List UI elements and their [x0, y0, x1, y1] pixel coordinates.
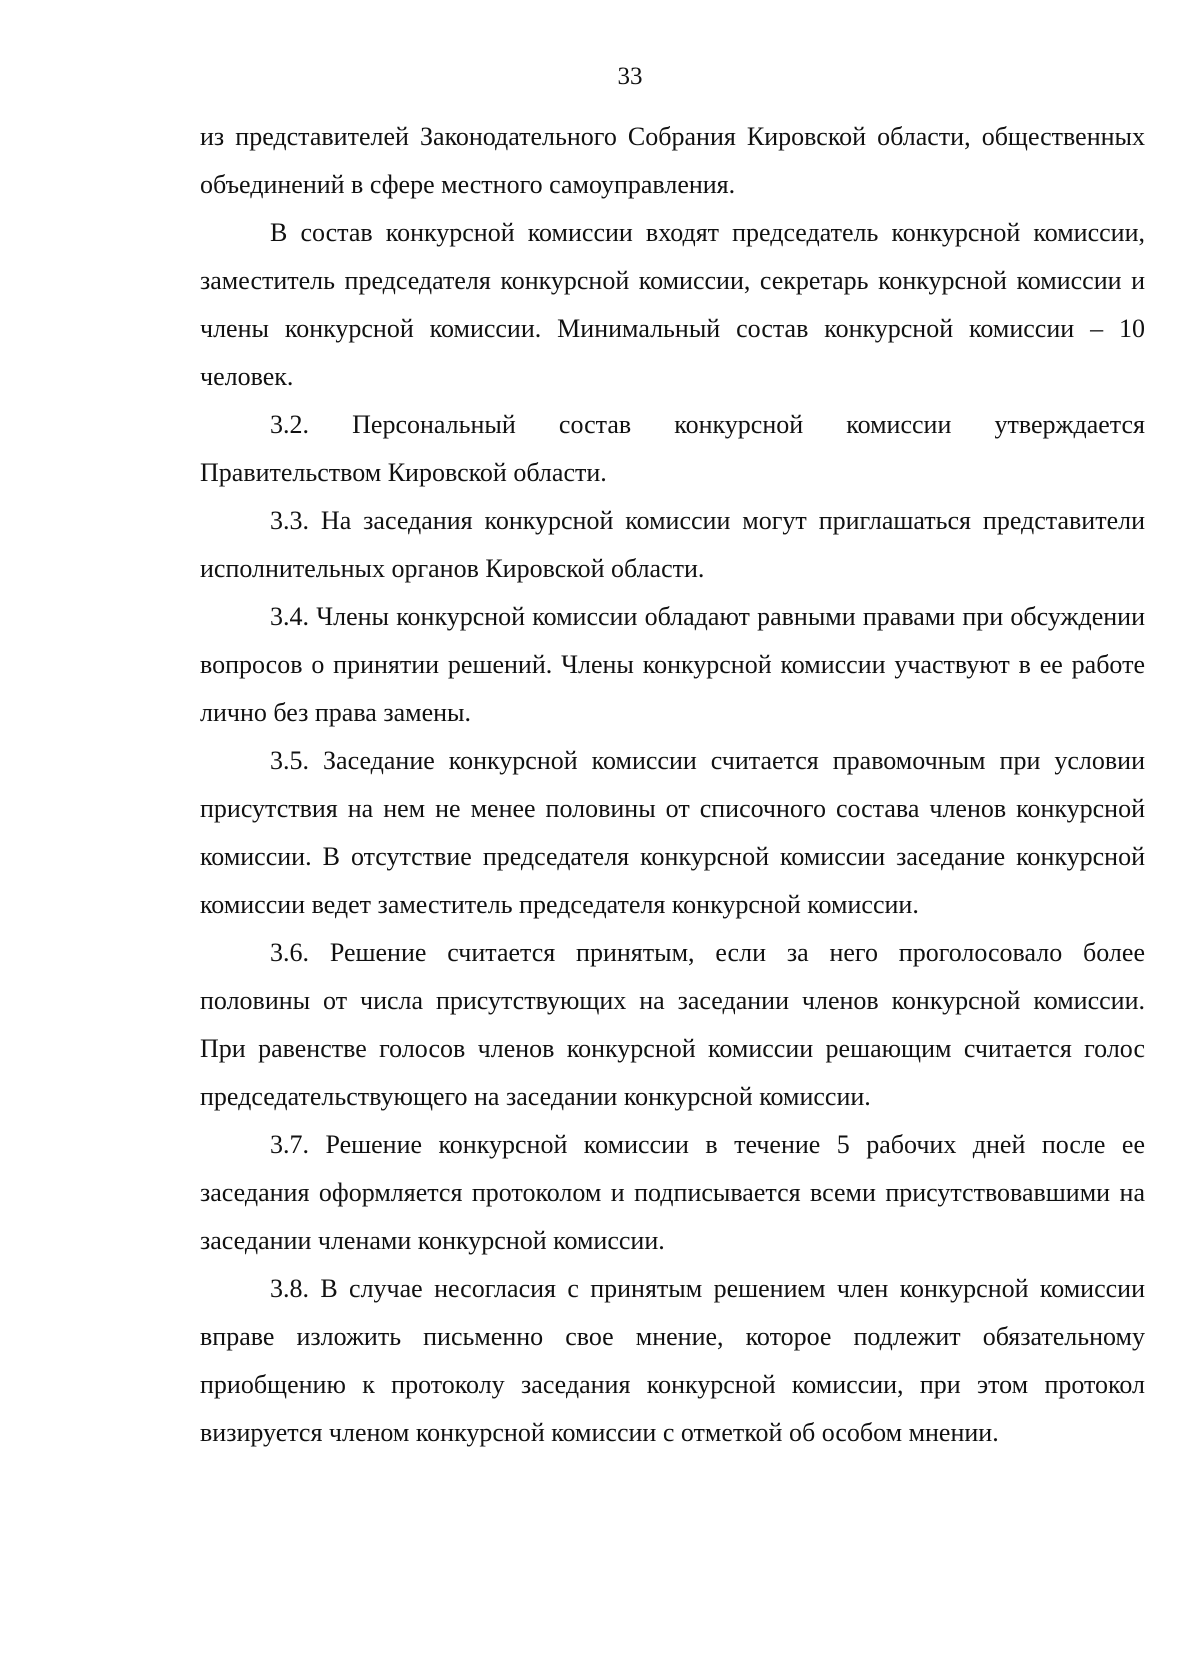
paragraph-commission-composition: В состав конкурсной комиссии входят председатель конкурсной комиссии, заместитель председателя конкурсной комиссии, секретарь конкурсной комиссии и члены конкурсной комиссии. Минимальный состав конкурсной комиссии – 10 человек.	[200, 218, 1145, 391]
paragraph-3-5: 3.5. Заседание конкурсной комиссии считается правомочным при условии присутствия на нем не менее половины от списочного состава членов конкурсной комиссии. В отсутствие председателя конкурсной комиссии заседание конкурсной комиссии ведет заместитель председателя конкурсной комиссии.	[200, 746, 1145, 919]
paragraph-3-8: 3.8. В случае несогласия с принятым решением член конкурсной комиссии вправе изложить письменно свое мнение, которое подлежит обязательному приобщению к протоколу заседания конкурсной комиссии, при этом протокол визируется членом конкурсной комиссии с отметкой об особом мнении.	[200, 1274, 1145, 1447]
paragraph-intro-continuation: из представителей Законодательного Собрания Кировской области, общественных объединений в сфере местного самоуправления.	[200, 122, 1145, 199]
paragraph-3-7: 3.7. Решение конкурсной комиссии в течение 5 рабочих дней после ее заседания оформляется протоколом и подписывается всеми присутствовавшими на заседании членами конкурсной комиссии.	[200, 1130, 1145, 1255]
paragraph-3-3: 3.3. На заседания конкурсной комиссии могут приглашаться представители исполнительных органов Кировской области.	[200, 506, 1145, 583]
document-body	[200, 113, 1145, 1457]
page-number: 33	[617, 63, 643, 90]
paragraph-3-4: 3.4. Члены конкурсной комиссии обладают равными правами при обсуждении вопросов о принятии решений. Члены конкурсной комиссии участвуют в ее работе лично без права замены.	[200, 602, 1145, 727]
paragraph-3-6: 3.6. Решение считается принятым, если за него проголосовало более половины от числа присутствующих на заседании членов конкурсной комиссии. При равенстве голосов членов конкурсной комиссии решающим считается голос председательствующего на заседании конкурсной комиссии.	[200, 938, 1145, 1111]
paragraph-3-2: 3.2. Персональный состав конкурсной комиссии утверждается Правительством Кировской области.	[200, 410, 1145, 487]
